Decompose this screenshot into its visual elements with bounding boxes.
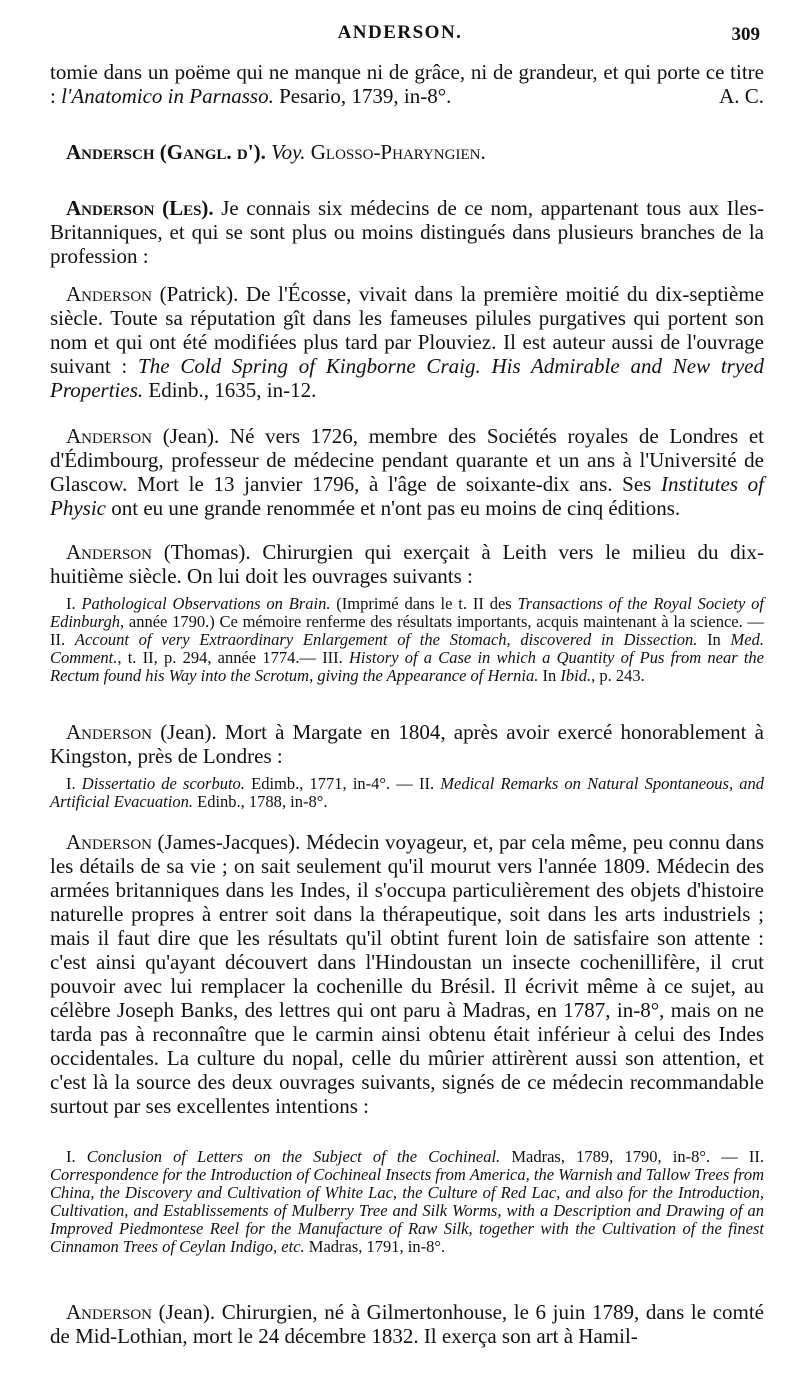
paragraph-continuation xyxy=(50,60,764,108)
running-title: ANDERSON. xyxy=(337,22,463,43)
paragraph-text: Andersch (Gangl. d'). Voy. Glosso-Pharyngien. xyxy=(66,140,486,164)
paragraph-text: I. Pathological Observations on Brain. (Imprimé dans le t. II des Transactions of the Royal Society of Edinburgh, année 1790.) Ce mémoire renferme des résultats importants, acquis maintenant à la science. — II. Account of very Extraordinary Enlargement of the Stomach, discovered in Dissection. In Med. Comment., t. II, p. 294, année 1774.— III. History of a Case in which a Quantity of Pus from near the Rectum found his Way into the Scrotum, giving the Appearance of Hernia. In Ibid., p. 243. xyxy=(50,594,764,685)
entry-anderson-thomas xyxy=(50,540,764,588)
entry-anderson-jean-1804 xyxy=(50,720,764,768)
paragraph-text: Anderson (James-Jacques). Médecin voyageur, et, par cela même, peu connu dans les détails de sa vie ; on sait seulement qu'il mourut vers l'année 1809. Médecin des armées britanniques dans les Indes, il s'occupa particulièrement des objets d'histoire naturelle propres à entrer soit dans la thérapeutique, soit dans les arts industriels ; mais il faut dire que les résultats qu'il obtint furent loin de satisfaire son attente : c'est ainsi qu'ayant découvert dans l'Hindoustan un insecte cochenillifère, il crut pouvoir avec lui remplacer la cochenille du Brésil. Il écrivit même à ce sujet, au célèbre Joseph Banks, des lettres qui ont paru à Madras, en 1787, in-8°, mais on ne tarda pas à reconnaître que le carmin ainsi obtenu était inférieur à celui des Indes occidentales. La culture du nopal, celle du mûrier attirèrent aussi son attention, et c'est là la source des deux ouvrages suivants, signés de ce médecin recommandable surtout par ses excellentes intentions : xyxy=(50,830,764,1118)
paragraph-text: Anderson (Les). Je connais six médecins de ce nom, appartenant tous aux Iles-Britanniques, et qui se sont plus ou moins distingués dans plusieurs branches de la profession : xyxy=(50,196,764,268)
page-number: 309 xyxy=(731,24,760,45)
entry-name: Anderson xyxy=(66,1300,153,1324)
works-list-jean-1804 xyxy=(50,775,764,811)
entry-anderson-patrick xyxy=(50,282,764,402)
running-header xyxy=(0,22,800,50)
paragraph-text: Anderson (Jean). Chirurgien, né à Gilmertonhouse, le 6 juin 1789, dans le comté de Mid-Lothian, mort le 24 décembre 1832. Il exerça son art à Hamil- xyxy=(50,1300,764,1348)
paragraph-text: Anderson (Jean). Mort à Margate en 1804, après avoir exercé honorablement à Kingston, près de Londres : xyxy=(50,720,764,768)
works-list-james-jacques xyxy=(50,1148,764,1256)
paragraph-text: Anderson (Patrick). De l'Écosse, vivait dans la première moitié du dix-septième siècle. Toute sa réputation gît dans les fameuses pilules purgatives qui portent son nom et qui ont été modifiées plus tard par Plouviez. Il est auteur aussi de l'ouvrage suivant : The Cold Spring of Kingborne Craig. His Admirable and New tryed Properties. Edinb., 1635, in-12. xyxy=(50,282,764,402)
paragraph-text: I. Dissertatio de scorbuto. Edimb., 1771, in-4°. — II. Medical Remarks on Natural Spontaneous, and Artificial Evacuation. Edinb., 1788, in-8°. xyxy=(50,774,764,811)
entry-anderson-jean-1789 xyxy=(50,1300,764,1348)
entry-anderson-les xyxy=(50,196,764,268)
author-signature: A. C. xyxy=(719,84,764,108)
entry-anderson-jean-1726 xyxy=(50,424,764,520)
entry-andersch xyxy=(50,140,764,164)
paragraph-text: Anderson (Jean). Né vers 1726, membre des Sociétés royales de Londres et d'Édimbourg, professeur de médecine pendant quarante et un ans à l'Université de Glascow. Mort le 13 janvier 1796, à l'âge de soixante-dix ans. Ses Institutes of Physic ont eu une grande renommée et n'ont pas eu moins de cinq éditions. xyxy=(50,424,764,520)
entry-anderson-james-jacques xyxy=(50,830,764,1118)
entry-heading: Anderson (Les). xyxy=(66,196,214,220)
entry-name: Anderson xyxy=(66,424,153,448)
works-list-thomas xyxy=(50,595,764,685)
entry-name: Anderson xyxy=(66,540,153,564)
paragraph-text: tomie dans un poëme qui ne manque ni de grâce, ni de grandeur, et qui porte ce titre : l'Anatomico in Parnasso. Pesario, 1739, in-8°. A. C. xyxy=(50,60,764,108)
entry-heading: Andersch (Gangl. d'). xyxy=(66,140,266,164)
entry-name: Anderson xyxy=(66,830,153,854)
paragraph-text: I. Conclusion of Letters on the Subject of the Cochineal. Madras, 1789, 1790, in-8°. — II. Correspondence for the Introduction of Cochineal Insects from America, the Warnish and Tallow Trees from China, the Discovery and Cultivation of White Lac, the Culture of Red Lac, and also for the Introduction, Cultivation, and Establissements of Mulberry Tree and Silk Worms, with a Description and Drawing of an Improved Piedmontese Reel for the Manufacture of Raw Silk, together with the Cultivation of the finest Cinnamon Trees of Ceylan Indigo, etc. Madras, 1791, in-8°. xyxy=(50,1147,765,1256)
entry-name: Anderson xyxy=(66,720,153,744)
paragraph-text: Anderson (Thomas). Chirurgien qui exerçait à Leith vers le milieu du dix-huitième siècle. On lui doit les ouvrages suivants : xyxy=(50,540,764,588)
entry-name: Anderson xyxy=(66,282,153,306)
